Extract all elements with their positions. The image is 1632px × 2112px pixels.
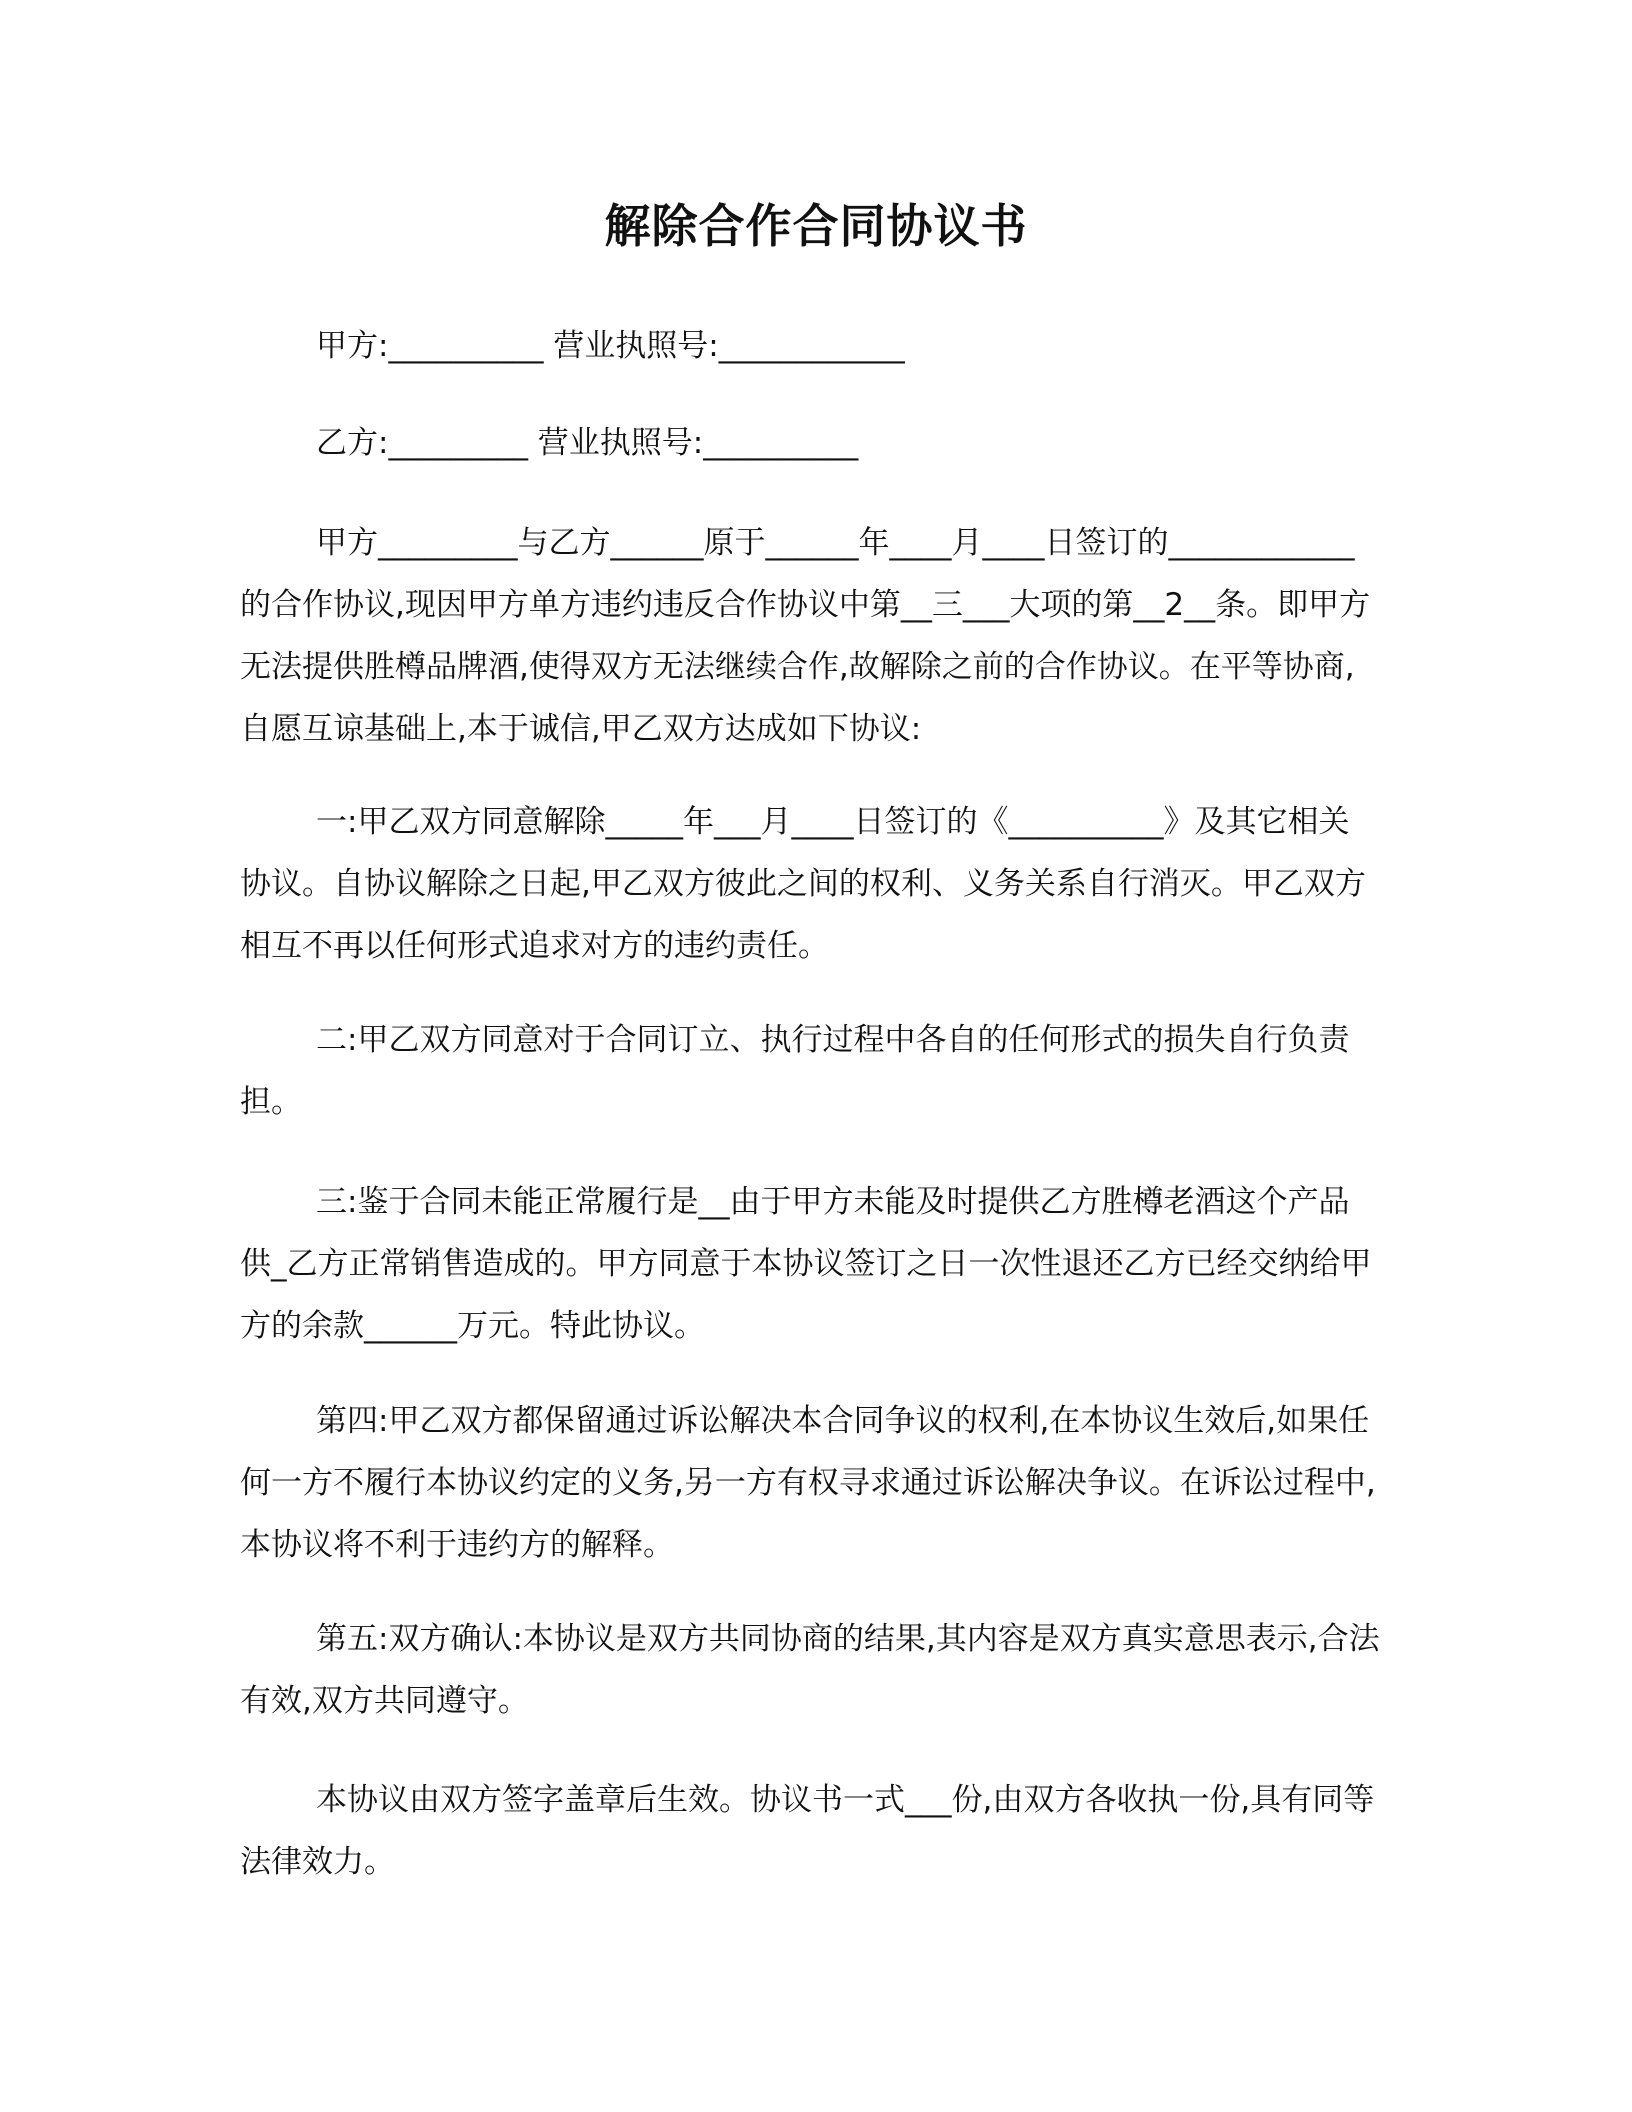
closing-paragraph: 本协议由双方签字盖章后生效。协议书一式___份,由双方各收执一份,具有同等法律效力。 bbox=[240, 1782, 1375, 1880]
clause-5-paragraph: 第五:双方确认:本协议是双方共同协商的结果,其内容是双方真实意思表示,合法有效,双方共同遵守。 bbox=[240, 1621, 1380, 1719]
document-title: 解除合作合同协议书 bbox=[604, 199, 1028, 253]
clause-2-paragraph: 二:甲乙双方同意对于合同订立、执行过程中各自的任何形式的损失自行负责担。 bbox=[240, 1022, 1350, 1120]
clause-1-paragraph: 一:甲乙双方同意解除_____年___月____日签订的《__________》及其它相关协议。自协议解除之日起,甲乙双方彼此之间的权利、义务关系自行消灭。甲乙双方相互不再以任何形式追求对方的违约责任。 bbox=[240, 804, 1366, 964]
party-a-line: 甲方:__________ 营业执照号:____________ bbox=[316, 328, 905, 364]
clause-4-paragraph: 第四:甲乙双方都保留通过诉讼解决本合同争议的权利,在本协议生效后,如果任何一方不履行本协议约定的义务,另一方有权寻求通过诉讼解决争议。在诉讼过程中,本协议将不利于违约方的解释。 bbox=[240, 1403, 1376, 1563]
clause-3-paragraph: 三:鉴于合同未能正常履行是__由于甲方未能及时提供乙方胜樽老酒这个产品供_乙方正常销售造成的。甲方同意于本协议签订之日一次性退还乙方已经交纳给甲方的余款______万元。特此协议。 bbox=[240, 1184, 1372, 1344]
party-b-line: 乙方:_________ 营业执照号:__________ bbox=[316, 425, 859, 461]
intro-paragraph: 甲方_________与乙方______原于______年____月____日签订的____________的合作协议,现因甲方单方违约违反合作协议中第__三___大项的第__2__条。即甲方无法提供胜樽品牌酒,使得双方无法继续合作,故解除之前的合作协议。在平等协商,自愿互谅基础上,本于诚信,甲乙双方达成如下协议: bbox=[240, 525, 1371, 747]
